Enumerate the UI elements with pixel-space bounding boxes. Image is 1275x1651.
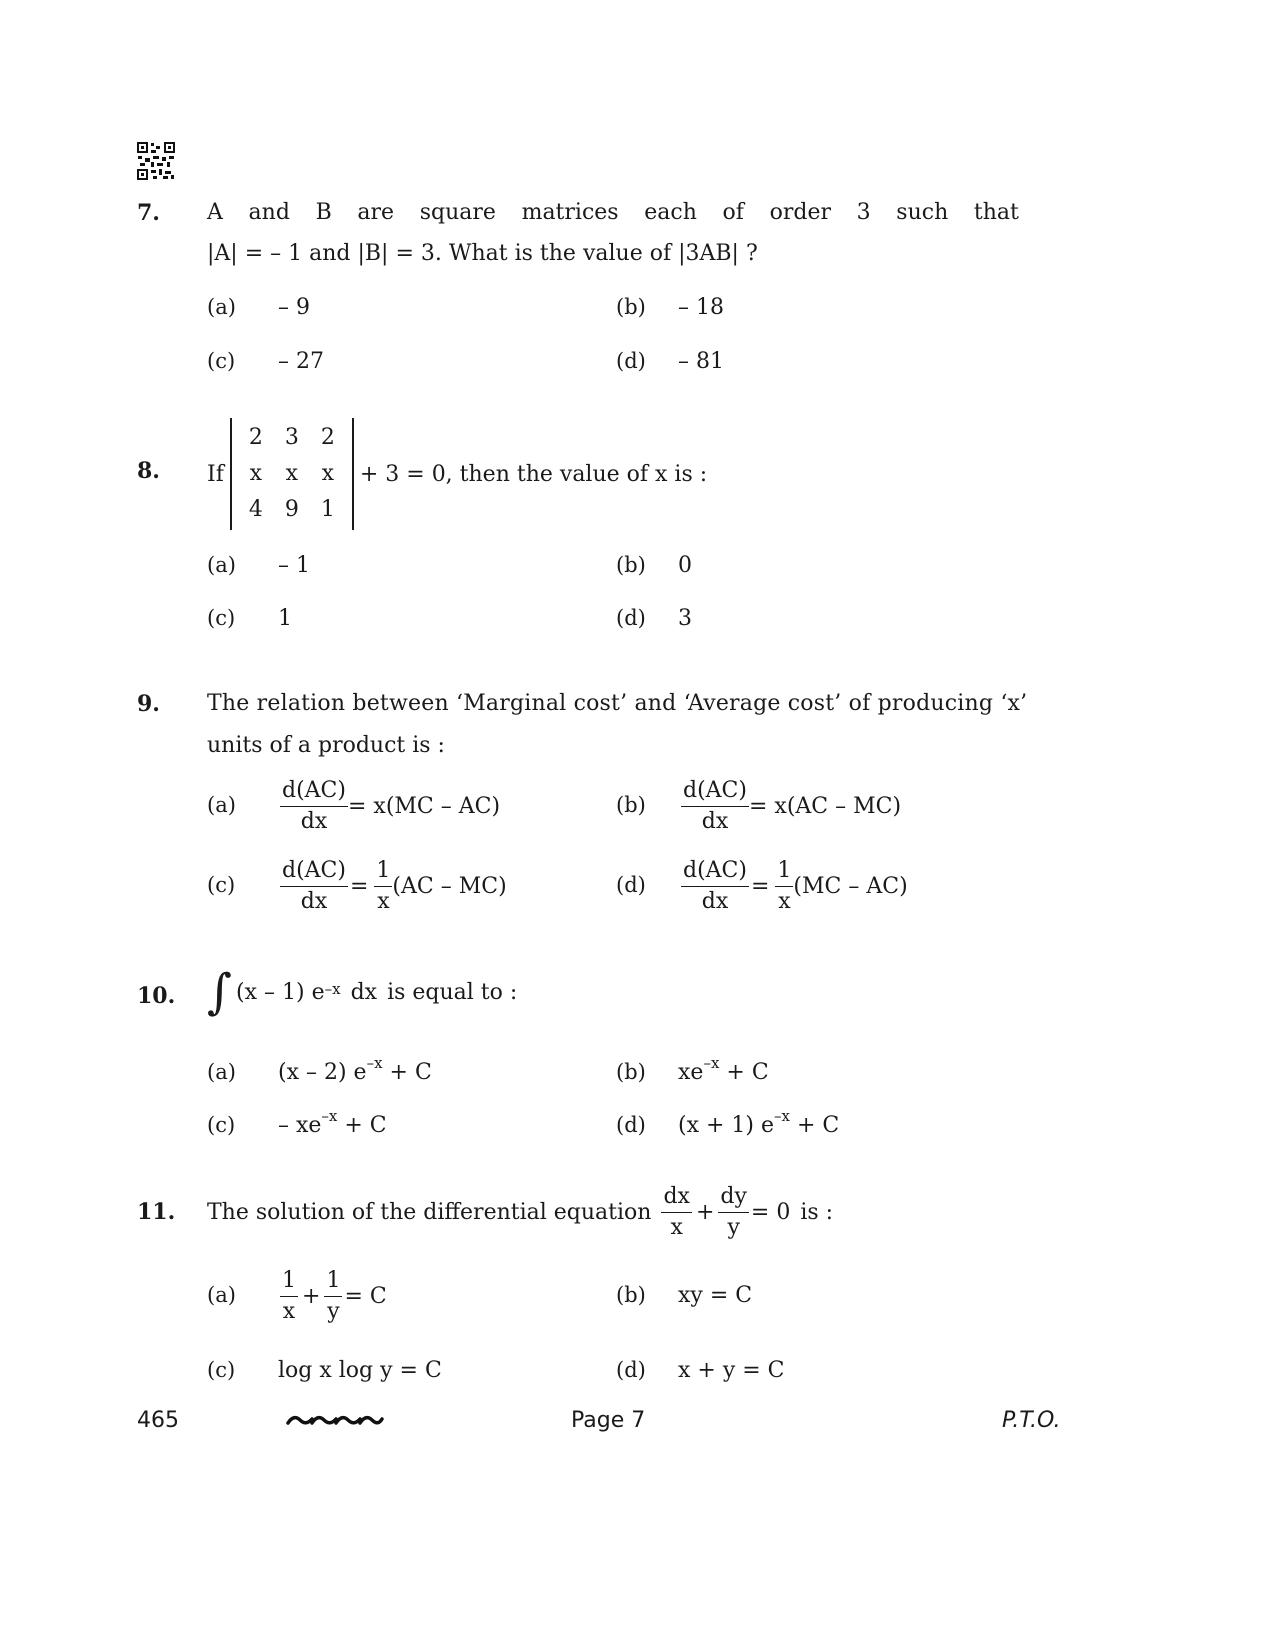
option-label: (b) (616, 295, 646, 319)
option-label: (d) (616, 873, 646, 897)
q11-suffix: is : (800, 1200, 834, 1225)
fraction (280, 856, 348, 917)
exponent: –x (703, 1053, 720, 1072)
fraction (775, 856, 793, 917)
option-tail: + C (789, 1113, 840, 1138)
q7-word: of (722, 200, 744, 225)
fraction (374, 856, 392, 917)
option-tail: + C (337, 1113, 387, 1138)
option-tail: + C (719, 1060, 769, 1085)
fraction (280, 1266, 298, 1327)
option-text: 0 (678, 553, 692, 578)
matrix-cell: 9 (284, 497, 299, 522)
q7-word: each (644, 200, 697, 225)
option-formula (280, 856, 507, 917)
option-label: (d) (616, 1113, 646, 1137)
question-7-line2: |A| = – 1 and |B| = 3. What is the value of |3AB| ? (207, 241, 758, 266)
q10-suffix: is equal to : (387, 979, 518, 1005)
option-text: – 1 (278, 553, 310, 578)
integrand-dx: dx (350, 979, 378, 1005)
denominator: dx (701, 889, 729, 914)
option-formula (681, 856, 908, 917)
q8-suffix: + 3 = 0, then the value of x is : (359, 461, 708, 487)
option-label: (d) (616, 349, 646, 373)
option-text (278, 1053, 432, 1085)
q11-text: The solution of the differential equation (207, 1200, 652, 1225)
q7-word: are (357, 200, 395, 225)
equals: = (349, 874, 369, 899)
fraction (661, 1182, 692, 1243)
q7-word: square (419, 200, 496, 225)
exponent: –x (366, 1053, 383, 1072)
option-label: (d) (616, 1358, 646, 1382)
option-text: – 9 (278, 295, 310, 320)
integrand: (x – 1) e (236, 979, 325, 1005)
question-9-line1: The relation between ‘Marginal cost’ and ‘Average cost’ of producing ‘x’ (207, 691, 1028, 716)
fraction (681, 776, 749, 837)
plus-sign: + (695, 1200, 715, 1225)
exponent: –x (774, 1106, 790, 1125)
option-formula (280, 1266, 387, 1327)
option-text: log x log y = C (278, 1358, 442, 1383)
question-7-line1 (207, 200, 1019, 225)
option-label: (d) (616, 606, 646, 630)
denominator: x (670, 1215, 683, 1240)
option-tail: + C (382, 1060, 432, 1085)
numerator: 1 (374, 856, 392, 887)
option-label: (c) (207, 606, 236, 630)
option-label: (c) (207, 873, 236, 897)
option-label: (b) (616, 793, 646, 817)
determinant (230, 418, 354, 530)
question-11-number: 11. (137, 1199, 176, 1225)
option-base: – xe (278, 1113, 322, 1138)
option-text: 1 (278, 606, 292, 631)
q7-word: matrices (521, 200, 619, 225)
numerator: d(AC) (280, 776, 348, 807)
matrix-cell: 2 (248, 425, 263, 450)
numerator: d(AC) (280, 856, 348, 887)
paper-code: 465 (137, 1408, 179, 1433)
option-text: – 18 (678, 295, 724, 320)
option-base: xe (678, 1060, 704, 1085)
option-text (678, 1106, 840, 1138)
denominator: y (727, 1215, 740, 1240)
option-label: (b) (616, 1283, 646, 1307)
question-9-line2: units of a product is : (207, 733, 445, 758)
q7-word: order (769, 200, 831, 225)
equals-zero: = 0 (750, 1200, 791, 1225)
fraction (324, 1266, 342, 1327)
option-label: (c) (207, 349, 236, 373)
option-formula (681, 776, 901, 837)
formula-rhs: = x(MC – AC) (347, 794, 501, 819)
option-text (678, 1053, 769, 1085)
option-base: (x + 1) e (678, 1113, 775, 1138)
q7-word: A (207, 200, 223, 225)
option-label: (a) (207, 553, 236, 577)
tilde-decoration-icon (286, 1410, 384, 1430)
numerator: d(AC) (681, 776, 749, 807)
matrix-cell: x (249, 461, 263, 486)
option-label: (a) (207, 295, 236, 319)
question-10-number: 10. (137, 983, 176, 1009)
formula-rhs: = x(AC – MC) (748, 794, 902, 819)
matrix-cell: 1 (320, 497, 335, 522)
plus-sign: + (302, 1284, 321, 1309)
question-11-stem (207, 1182, 833, 1243)
option-text: – 27 (278, 349, 324, 374)
denominator: dx (701, 809, 729, 834)
page-number: Page 7 (571, 1408, 646, 1433)
matrix-cell: x (321, 461, 335, 486)
matrix-cell: 2 (320, 425, 335, 450)
q7-word: 3 (856, 200, 871, 225)
q8-prefix: If (207, 461, 224, 487)
denominator: y (327, 1299, 340, 1324)
q7-word: such (896, 200, 949, 225)
qr-code (137, 142, 175, 180)
option-label: (a) (207, 1060, 236, 1084)
option-label: (c) (207, 1358, 236, 1382)
option-label: (c) (207, 1113, 236, 1137)
exponent: –x (321, 1106, 338, 1125)
option-text (278, 1106, 387, 1138)
question-8-stem (207, 418, 707, 530)
option-text: 3 (678, 606, 692, 631)
numerator: 1 (280, 1266, 298, 1297)
q7-word: and (248, 200, 290, 225)
option-text: – 81 (678, 349, 724, 374)
option-label: (b) (616, 1060, 646, 1084)
formula-rhs: (AC – MC) (392, 874, 507, 899)
question-8-number: 8. (137, 458, 160, 484)
denominator: x (377, 889, 390, 914)
option-label: (a) (207, 793, 236, 817)
matrix-cell: x (285, 461, 299, 486)
denominator: dx (300, 889, 328, 914)
option-text: xy = C (678, 1283, 753, 1308)
fraction (718, 1182, 749, 1243)
denominator: x (778, 889, 791, 914)
please-turn-over: P.T.O. (1002, 1408, 1061, 1433)
numerator: 1 (324, 1266, 342, 1297)
question-7-number: 7. (137, 200, 160, 226)
matrix-cell: 3 (284, 425, 299, 450)
denominator: dx (300, 809, 328, 834)
numerator: dx (661, 1182, 692, 1213)
question-10-stem: ∫ (x – 1) e $^{-x}$ dx is equal to : (207, 964, 518, 1020)
option-formula (280, 776, 500, 837)
fraction (681, 856, 749, 917)
matrix-cell: 4 (248, 497, 263, 522)
equals: = (750, 874, 770, 899)
numerator: d(AC) (681, 856, 749, 887)
option-label: (b) (616, 553, 646, 577)
question-9-number: 9. (137, 691, 160, 717)
option-label: (a) (207, 1283, 236, 1307)
numerator: 1 (775, 856, 793, 887)
fraction (280, 776, 348, 837)
integral-sign: ∫ (207, 964, 233, 1020)
formula-rhs: (MC – AC) (793, 874, 908, 899)
formula-rhs: = C (344, 1284, 387, 1309)
q7-word: that (973, 200, 1019, 225)
denominator: x (282, 1299, 296, 1324)
option-base: (x – 2) e (278, 1060, 367, 1085)
q7-word: B (315, 200, 332, 225)
option-text: x + y = C (678, 1358, 785, 1383)
numerator: dy (718, 1182, 749, 1213)
